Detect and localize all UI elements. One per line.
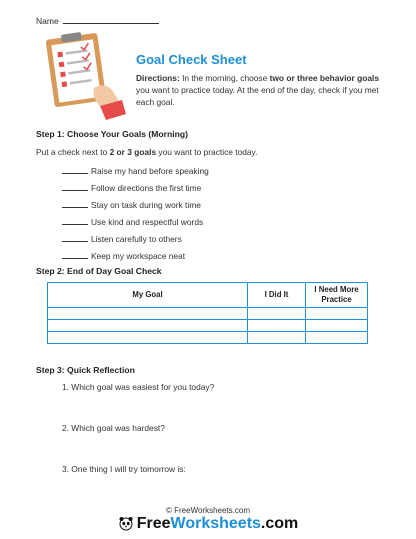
goal-cell[interactable] bbox=[48, 320, 248, 332]
reflection-question: 1. Which goal was easiest for you today? bbox=[62, 382, 215, 392]
goal-check-blank[interactable] bbox=[62, 216, 88, 225]
did-it-cell[interactable] bbox=[248, 332, 306, 344]
goal-label: Keep my workspace neat bbox=[91, 251, 186, 261]
reflection-question: 3. One thing I will try tomorrow is: bbox=[62, 464, 186, 474]
goal-item[interactable] bbox=[62, 250, 185, 261]
goal-cell[interactable] bbox=[48, 332, 248, 344]
step1-instruction bbox=[36, 147, 257, 157]
step1-heading: Step 1: Choose Your Goals (Morning) bbox=[36, 129, 188, 139]
goal-item[interactable] bbox=[62, 216, 203, 227]
table-row bbox=[48, 308, 368, 320]
directions-part2: you want to practice today. At the end of the day, check if you met each goal. bbox=[136, 85, 379, 107]
need-practice-cell[interactable] bbox=[306, 308, 368, 320]
name-field-row bbox=[36, 15, 159, 26]
goal-check-blank[interactable] bbox=[62, 250, 88, 259]
name-label: Name bbox=[36, 16, 59, 26]
table-header-row bbox=[48, 283, 368, 308]
footer-copyright: © FreeWorksheets.com bbox=[166, 506, 250, 515]
goal-label: Follow directions the first time bbox=[91, 183, 202, 193]
logo-dotcom: .com bbox=[260, 515, 299, 532]
goal-item[interactable] bbox=[62, 199, 201, 210]
goal-check-blank[interactable] bbox=[62, 233, 88, 242]
goal-label: Stay on task during work time bbox=[91, 200, 201, 210]
step2-heading: Step 2: End of Day Goal Check bbox=[36, 266, 162, 276]
footer-logo bbox=[0, 515, 416, 536]
column-header-my-goal: My Goal bbox=[48, 283, 248, 308]
logo-worksheets: Worksheets bbox=[170, 515, 261, 532]
table-row bbox=[48, 332, 368, 344]
page-title: Goal Check Sheet bbox=[136, 52, 247, 67]
goal-label: Raise my hand before speaking bbox=[91, 166, 209, 176]
goal-item[interactable] bbox=[62, 182, 201, 193]
need-practice-cell[interactable] bbox=[306, 332, 368, 344]
column-header-i-did-it: I Did It bbox=[248, 283, 306, 308]
reflection-question: 2. Which goal was hardest? bbox=[62, 423, 165, 433]
directions-text bbox=[136, 72, 386, 108]
goal-check-blank[interactable] bbox=[62, 199, 88, 208]
goal-item[interactable] bbox=[62, 233, 182, 244]
name-blank-line[interactable] bbox=[63, 15, 159, 24]
goal-cell[interactable] bbox=[48, 308, 248, 320]
logo-free: Free bbox=[136, 515, 171, 532]
clipboard-checklist-hand-icon bbox=[46, 28, 126, 120]
step3-heading: Step 3: Quick Reflection bbox=[36, 365, 135, 375]
goal-label: Listen carefully to others bbox=[91, 234, 182, 244]
column-header-need-practice: I Need More Practice bbox=[306, 283, 368, 308]
goal-check-blank[interactable] bbox=[62, 165, 88, 174]
table-row bbox=[48, 320, 368, 332]
goal-label: Use kind and respectful words bbox=[91, 217, 204, 227]
directions-part1: In the morning, choose bbox=[179, 73, 270, 83]
did-it-cell[interactable] bbox=[248, 308, 306, 320]
did-it-cell[interactable] bbox=[248, 320, 306, 332]
step1-instruction-part1: Put a check next to bbox=[36, 147, 110, 157]
goal-check-blank[interactable] bbox=[62, 182, 88, 191]
goal-check-table bbox=[47, 282, 368, 344]
directions-label: Directions: bbox=[136, 73, 180, 83]
step1-instruction-bold: 2 or 3 goals bbox=[109, 147, 157, 157]
goal-item[interactable] bbox=[62, 165, 209, 176]
step1-instruction-part2: you want to practice today. bbox=[156, 147, 258, 157]
directions-bold: two or three behavior goals bbox=[269, 73, 379, 83]
panda-icon bbox=[118, 515, 134, 536]
need-practice-cell[interactable] bbox=[306, 320, 368, 332]
